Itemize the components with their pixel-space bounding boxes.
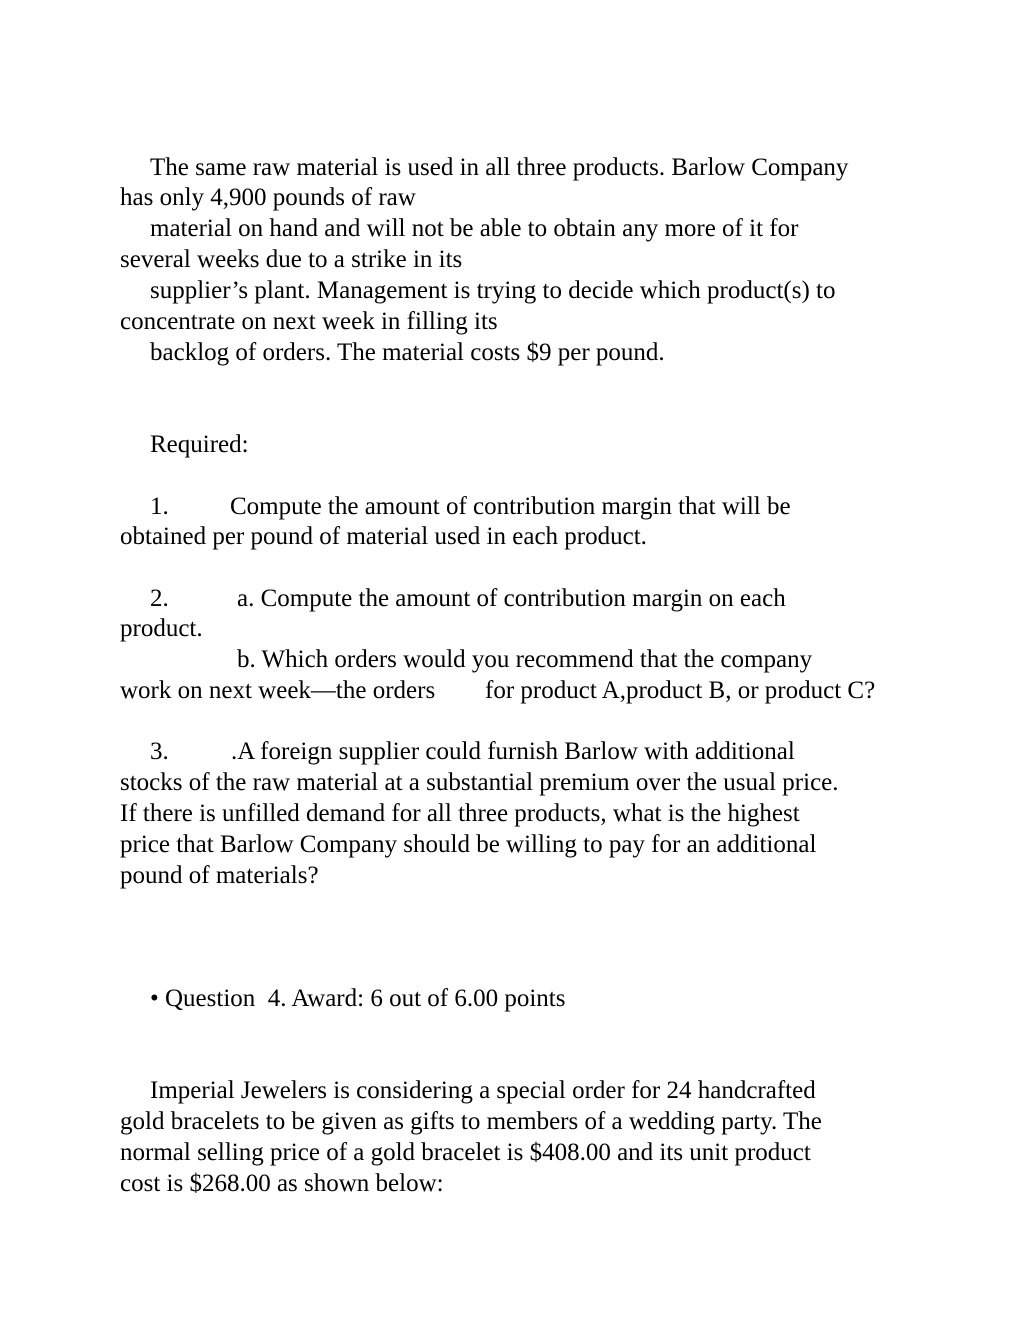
required-label: Required: — [150, 431, 249, 458]
item3-line-3: If there is unfilled demand for all three products, what is the highest — [120, 800, 800, 827]
item3-line-4: price that Barlow Company should be willing to pay for an additional — [120, 831, 817, 858]
para1-line-1: The same raw material is used in all three products. Barlow Company — [150, 154, 849, 181]
item2-line-1: a. Compute the amount of contribution margin on each — [237, 585, 786, 612]
item1-line-2: obtained per pound of material used in each product. — [120, 523, 647, 550]
item2-line-4b: for product A,product B, or product C? — [485, 677, 876, 704]
para1-line-6: concentrate on next week in filling its — [120, 308, 498, 335]
item3-line-2: stocks of the raw material at a substantial premium over the usual price. — [120, 769, 839, 796]
item3-line-5: pound of materials? — [120, 862, 319, 889]
item1-number: 1. — [150, 493, 169, 520]
para1-line-2: has only 4,900 pounds of raw — [120, 184, 416, 211]
para1-line-5: supplier’s plant. Management is trying to decide which product(s) to — [150, 277, 836, 304]
item2-number: 2. — [150, 585, 169, 612]
para2-line-3: normal selling price of a gold bracelet is $408.00 and its unit product — [120, 1139, 811, 1166]
para1-line-7: backlog of orders. The material costs $9 per pound. — [150, 339, 665, 366]
item3-number: 3. — [150, 738, 169, 765]
para2-line-4: cost is $268.00 as shown below: — [120, 1170, 444, 1197]
item2-line-2: product. — [120, 615, 203, 642]
para1-line-4: several weeks due to a strike in its — [120, 246, 463, 273]
para2-line-1: Imperial Jewelers is considering a special order for 24 handcrafted — [150, 1077, 816, 1104]
question-header: • Question 4. Award: 6 out of 6.00 points — [150, 985, 566, 1012]
para1-line-3: material on hand and will not be able to obtain any more of it for — [150, 215, 799, 242]
item3-line-1: .A foreign supplier could furnish Barlow with additional — [231, 738, 795, 765]
item1-line-1: Compute the amount of contribution margin that will be — [230, 493, 791, 520]
item2-line-4a: work on next week—the orders — [120, 677, 436, 704]
item2-line-3: b. Which orders would you recommend that the company — [237, 646, 813, 673]
para2-line-2: gold bracelets to be given as gifts to members of a wedding party. The — [120, 1108, 822, 1135]
